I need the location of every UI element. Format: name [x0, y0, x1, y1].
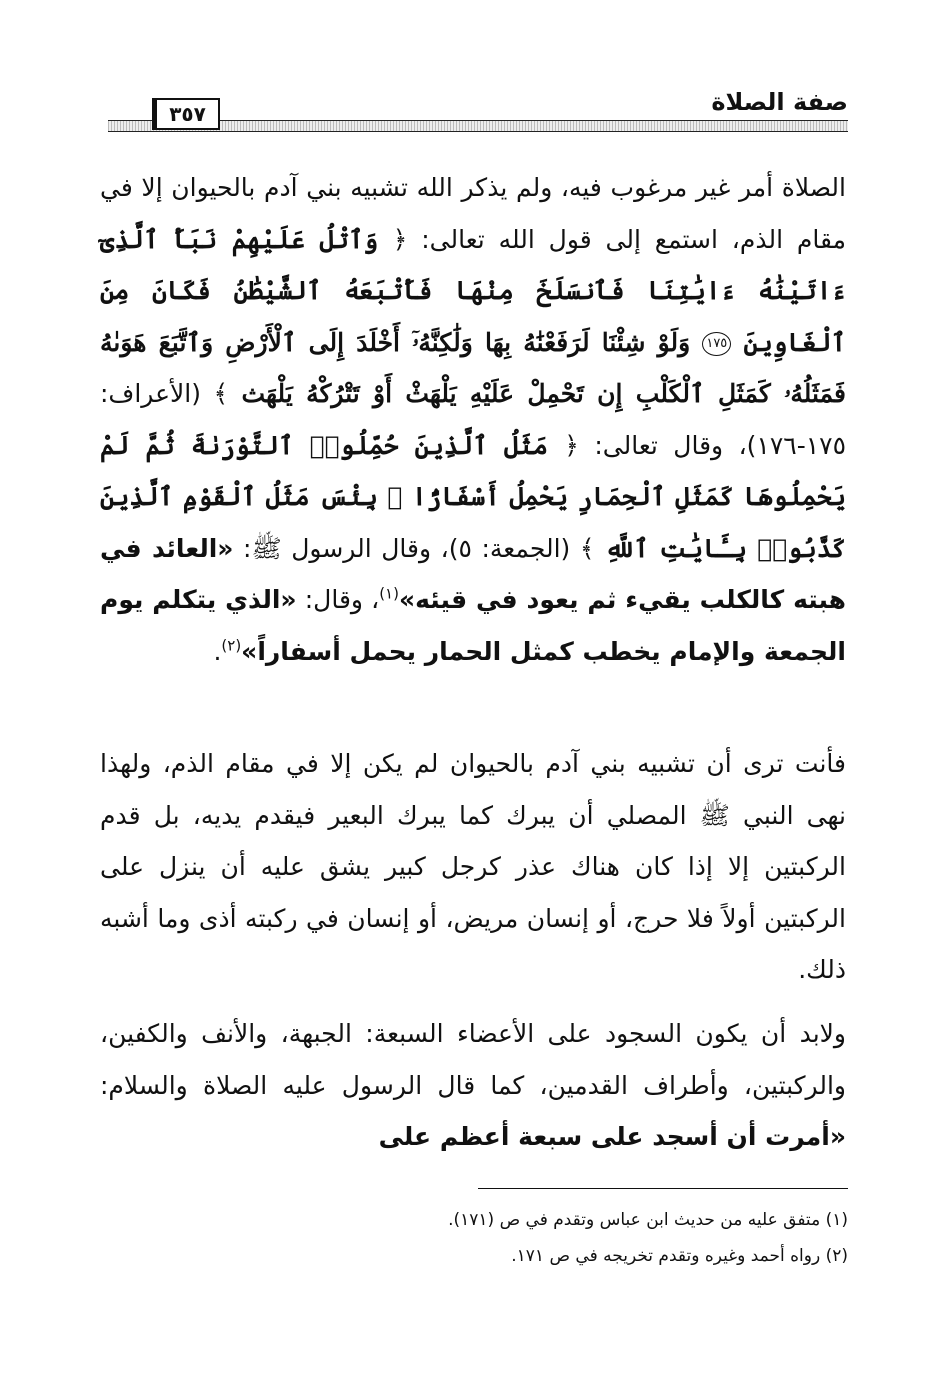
paragraph-3	[100, 1008, 846, 1163]
footnote-marker: (٢)	[221, 636, 242, 655]
quran-bracket-open: ﴿	[564, 430, 579, 460]
page-header	[108, 84, 848, 132]
footnotes	[300, 1202, 848, 1274]
quran-verse-176: وَلَوْ شِئْنَا لَرَفَعْنَٰهُ بِهَا وَلَٰكِنَّهُۥٓ أَخْلَدَ إِلَى ٱلْأَرْضِ وَٱتَّبَعَ هَوَىٰهُ فَمَثَلُهُۥ كَمَثَلِ ٱلْكَلْبِ إِن تَحْمِلْ عَلَيْهِ يَلْهَثْ أَوْ تَتْرُكْهُ يَلْهَث	[100, 327, 846, 408]
hadith-quote: «الذي يتكلم يوم الجمعة والإمام يخطب كمثل الحمار يحمل أسفاراً»	[100, 585, 846, 666]
body-text-span: ولابد أن يكون السجود على الأعضاء السبعة: الجبهة، والأنف والكفين، والركبتين، وأطراف القدمين، كما قال الرسول عليه الصلاة والسلام:	[100, 1019, 846, 1100]
surah-reference: (الأعراف: ١٧٥-١٧٦)، وقال تعالى:	[100, 379, 847, 460]
body-text-span: ، وقال:	[296, 585, 380, 614]
quran-bracket-close: ﴾	[579, 533, 595, 563]
footnote-2: (٢) رواه أحمد وغيره وتقدم تخريجه في ص ١٧١.	[511, 1246, 848, 1266]
page-number: ٣٥٧	[152, 98, 220, 130]
hadith-quote: «أمرت أن أسجد على سبعة أعظم على	[378, 1122, 846, 1151]
footnote-marker: (١)	[379, 584, 399, 603]
quran-verse-jumuah: مَثَلُ ٱلَّذِينَ حُمِّلُوا۟ ٱلتَّوْرَىٰةَ ثُمَّ لَمْ يَحْمِلُوهَا كَمَثَلِ ٱلْحِمَارِ يَحْمِلُ أَسْفَارًۢا ۚ بِئْسَ مَثَلُ ٱلْقَوْمِ ٱلَّذِينَ كَذَّبُوا۟ بِـَٔايَٰتِ ٱللَّهِ	[100, 430, 847, 563]
quran-bracket-open: ﴿	[392, 224, 408, 254]
ayah-number-mark: ١٧٥	[702, 332, 731, 356]
paragraph-1	[100, 162, 846, 677]
body-text-span: .	[213, 636, 222, 666]
quran-verse-175: وَٱتْلُ عَلَيْهِمْ نَبَأَ ٱلَّذِىٓ ءَاتَيْنَٰهُ ءَايَٰتِنَا فَٱنسَلَخَ مِنْهَا فَأَتْبَعَهُ ٱلشَّيْطَٰنُ فَكَانَ مِنَ ٱلْغَاوِينَ	[100, 224, 846, 357]
footnote-1: (١) متفق عليه من حديث ابن عباس وتقدم في ص (١٧١).	[448, 1210, 848, 1230]
paragraph-2: فأنت ترى أن تشبيه بني آدم بالحيوان لم يكن إلا في مقام الذم، ولهذا نهى النبي ﷺ المصلي أن يبرك كما يبرك البعير فيقدم يديه، بل قدم الركبتين إلا إذا كان هناك عذر كرجل كبير يشق عليه أن ينزل على الركبتين أولاً فلا حرج، أو إنسان مريض، أو إنسان في ركبته أذى وما أشبه ذلك.	[100, 749, 846, 984]
surah-reference: (الجمعة: ٥)، وقال الرسول ﷺ:	[233, 533, 580, 563]
quran-bracket-close: ﴾	[213, 379, 229, 408]
footnote-divider	[478, 1188, 848, 1189]
chapter-title: صفة الصلاة	[711, 88, 848, 116]
body-text-span: الصلاة أمر غير مرغوب فيه، ولم يذكر الله تشبيه بني آدم بالحيوان إلا في مقام الذم، استمع إلى قول الله تعالى:	[100, 173, 846, 254]
hadith-quote: «العائد في هبته كالكلب يقيء ثم يعود في قيئه»	[100, 533, 846, 614]
